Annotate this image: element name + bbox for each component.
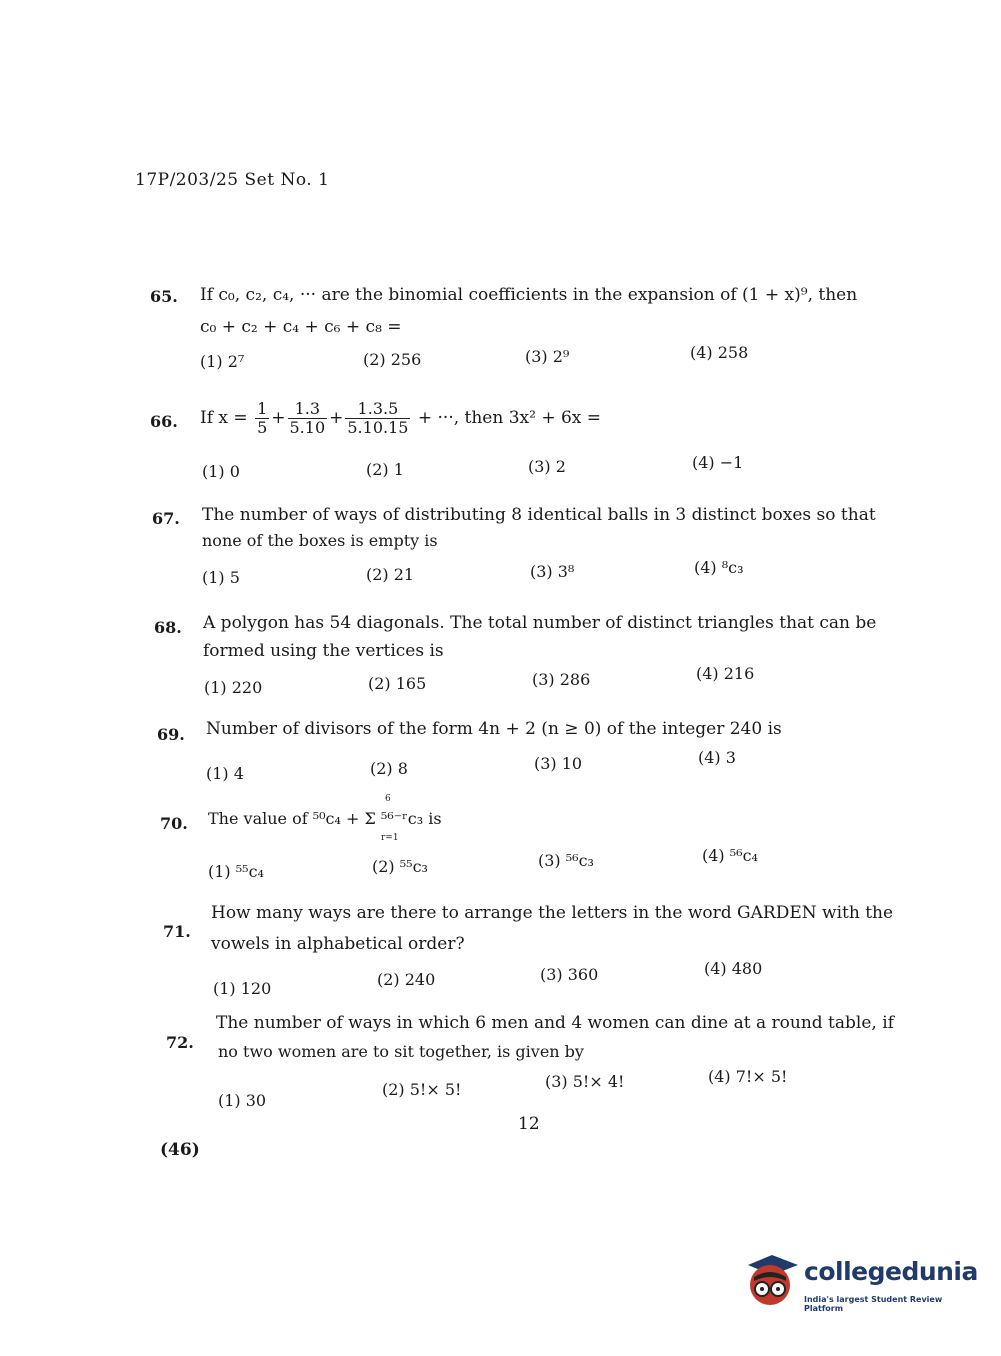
question-text-cont: c₀ + c₂ + c₄ + c₆ + c₈ = bbox=[200, 317, 402, 337]
option-1: (1) 120 bbox=[213, 979, 272, 998]
question-text: A polygon has 54 diagonals. The total number of distinct triangles that can be bbox=[203, 613, 877, 633]
fraction-2: $\frac{1.3}{5.10}$ bbox=[289, 399, 326, 437]
option-1: (1) 30 bbox=[218, 1091, 267, 1110]
option-3: (3) 286 bbox=[532, 670, 591, 689]
option-2: (2) 21 bbox=[366, 565, 415, 584]
question-text-cont: vowels in alphabetical order? bbox=[211, 934, 465, 954]
collegedunia-logo bbox=[742, 1247, 978, 1317]
option-2: (2) ⁵⁵c₃ bbox=[372, 857, 428, 876]
option-2: (2) 1 bbox=[366, 460, 404, 479]
question-prefix: If x = bbox=[200, 408, 248, 428]
option-2: (2) 5!× 5! bbox=[382, 1080, 462, 1099]
option-2: (2) 240 bbox=[377, 970, 436, 989]
question-text: The number of ways in which 6 men and 4 women can dine at a round table, if bbox=[216, 1013, 894, 1033]
option-1: (1) 0 bbox=[202, 462, 240, 481]
option-2: (2) 165 bbox=[368, 674, 427, 693]
exam-code-header: 17P/203/25 Set No. 1 bbox=[135, 170, 330, 190]
option-3: (3) 2⁹ bbox=[525, 347, 570, 366]
question-text: If x = $\frac{1}{5}$ + $\frac{1.3}{5.10}$ + $\frac{1.3.5}{5.10.15}$ + ···, then 3x² + 6x = bbox=[200, 399, 602, 437]
question-number: 65. bbox=[150, 287, 178, 306]
option-4: (4) 216 bbox=[696, 664, 755, 683]
option-1: (1) 5 bbox=[202, 568, 240, 587]
question-text: How many ways are there to arrange the letters in the word GARDEN with the bbox=[211, 903, 894, 923]
question-number: 68. bbox=[154, 618, 182, 637]
option-4: (4) ⁸c₃ bbox=[694, 558, 744, 577]
question-number: 72. bbox=[166, 1033, 194, 1052]
brand-name: collegedunia bbox=[804, 1257, 978, 1286]
question-number: 66. bbox=[150, 412, 178, 431]
option-1: (1) ⁵⁵c₄ bbox=[208, 862, 264, 881]
question-number: 71. bbox=[163, 922, 191, 941]
option-1: (1) 220 bbox=[204, 678, 263, 697]
option-4: (4) ⁵⁶c₄ bbox=[702, 846, 758, 865]
option-1: (1) 4 bbox=[206, 764, 244, 783]
option-3: (3) 2 bbox=[528, 457, 566, 476]
question-text-cont: formed using the vertices is bbox=[203, 641, 444, 661]
question-text-cont: no two women are to sit together, is given by bbox=[218, 1042, 584, 1061]
option-4: (4) 3 bbox=[698, 748, 736, 767]
fraction-3: $\frac{1.3.5}{5.10.15}$ bbox=[347, 399, 409, 437]
page-number: 12 bbox=[518, 1114, 540, 1134]
option-3: (3) 5!× 4! bbox=[545, 1072, 625, 1091]
fraction-1: $\frac{1}{5}$ bbox=[257, 399, 268, 437]
option-3: (3) 360 bbox=[540, 965, 599, 984]
mascot-icon bbox=[742, 1247, 802, 1313]
option-4: (4) 258 bbox=[690, 343, 749, 362]
option-3: (3) 3⁸ bbox=[530, 562, 575, 581]
question-text: The number of ways of distributing 8 identical balls in 3 distinct boxes so that bbox=[202, 505, 876, 525]
option-3: (3) ⁵⁶c₃ bbox=[538, 851, 594, 870]
question-suffix: + ···, then 3x² + 6x = bbox=[417, 408, 602, 428]
question-text: If c₀, c₂, c₄, ··· are the binomial coefficients in the expansion of (1 + x)⁹, then bbox=[200, 285, 858, 305]
sum-upper-limit: 6 bbox=[385, 794, 391, 804]
question-number: 70. bbox=[160, 814, 188, 833]
option-2: (2) 256 bbox=[363, 350, 422, 369]
question-text: Number of divisors of the form 4n + 2 (n ≥ 0) of the integer 240 is bbox=[206, 719, 782, 739]
option-4: (4) 480 bbox=[704, 959, 763, 978]
question-number: 67. bbox=[152, 509, 180, 528]
footer-code: (46) bbox=[160, 1140, 200, 1160]
option-1: (1) 2⁷ bbox=[200, 352, 245, 371]
option-4: (4) 7!× 5! bbox=[708, 1067, 788, 1086]
sum-lower-limit: r=1 bbox=[381, 833, 399, 843]
question-number: 69. bbox=[157, 725, 185, 744]
question-text-cont: none of the boxes is empty is bbox=[202, 531, 438, 550]
option-2: (2) 8 bbox=[370, 759, 408, 778]
brand-tagline: India's largest Student Review Platform bbox=[804, 1295, 943, 1313]
option-4: (4) −1 bbox=[692, 453, 744, 472]
question-text: The value of ⁵⁰c₄ + Σ ⁵⁶⁻ʳc₃ is bbox=[208, 809, 442, 828]
option-3: (3) 10 bbox=[534, 754, 583, 773]
